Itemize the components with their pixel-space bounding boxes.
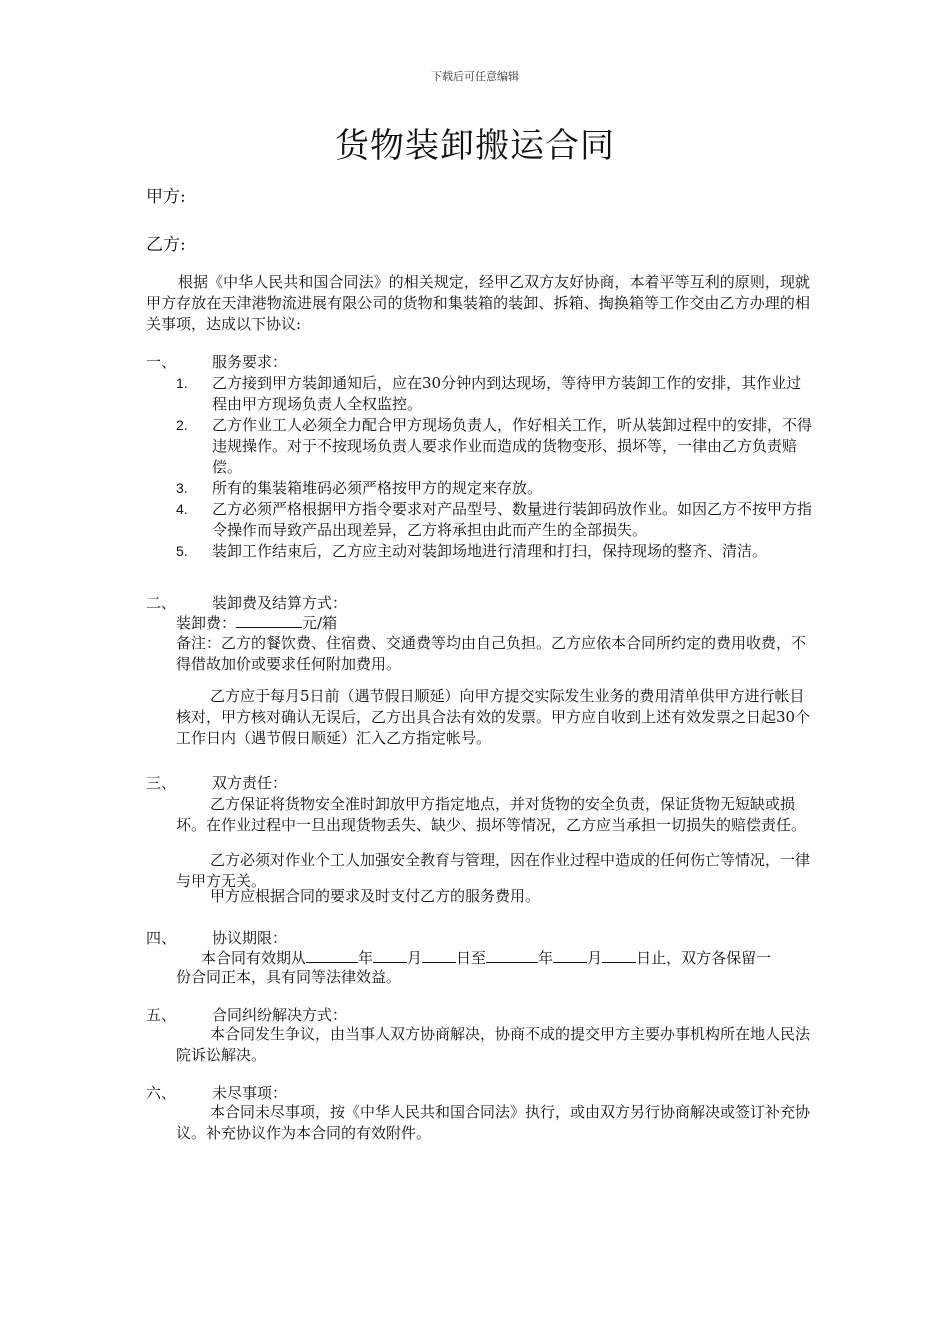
party-a-label: 甲方: bbox=[146, 187, 186, 207]
list-item-text: 乙方作业工人必须全力配合甲方现场负责人，作好相关工作，听从装卸过程中的安排，不得违规操作。对于不按现场负责人要求作业而造成的货物变形、损坏等，一律由乙方负责赔偿。 bbox=[212, 416, 813, 476]
list-item-text: 乙方必须严格根据甲方指令要求对产品型号、数量进行装卸码放作业。如因乙方不按甲方指令操作而导致产品出现差异，乙方将承担由此而产生的全部损失。 bbox=[212, 500, 813, 539]
year-label: 年 bbox=[538, 949, 554, 967]
end-day-blank bbox=[602, 947, 636, 963]
list-item-text: 装卸工作结束后，乙方应主动对装卸场地进行清理和打扫，保持现场的整齐、清洁。 bbox=[212, 542, 768, 560]
term-line-2: 份合同正本，具有同等法律效益。 bbox=[176, 968, 402, 986]
intro-paragraph: 根据《中华人民共和国合同法》的相关规定，经甲乙双方友好协商，本着平等互利的原则，现就甲方存放在天津港物流进展有限公司的货物和集装箱的装卸、拆箱、掏换箱等工作交由乙方办理的相关事项，达成以下协议: bbox=[146, 273, 810, 333]
settlement-paragraph: 乙方应于每月5日前（遇节假日顺延）向甲方提交实际发生业务的费用清单供甲方进行帐目核对，甲方核对确认无误后，乙方出具合法有效的发票。甲方应自收到上述有效发票之日起30个工作日内（遇节假日顺延）汇入乙方指定帐号。 bbox=[176, 687, 811, 747]
list-item-number: 5. bbox=[176, 543, 188, 559]
section-1-title: 服务要求： bbox=[212, 353, 288, 371]
list-item-text: 乙方接到甲方装卸通知后，应在30分钟内到达现场，等待甲方装卸工作的安排，其作业过程由甲方现场负责人全权监控。 bbox=[212, 374, 802, 413]
section-5-title: 合同纠纷解决方式： bbox=[212, 1006, 348, 1024]
term-text-end: 日止，双方各保留一 bbox=[636, 949, 772, 967]
list-item bbox=[176, 478, 816, 499]
responsibility-paragraph-1: 乙方保证将货物安全准时卸放甲方指定地点，并对货物的安全负责，保证货物无短缺或损坏。在作业过程中一旦出现货物丢失、缺少、损坏等情况，乙方应当承担一切损失的赔偿责任。 bbox=[176, 795, 807, 834]
other-matters-paragraph: 本合同未尽事项，按《中华人民共和国合同法》执行，或由双方另行协商解决或签订补充协议。补充协议作为本合同的有效附件。 bbox=[176, 1103, 811, 1142]
list-item-number: 1. bbox=[176, 375, 188, 391]
term-line bbox=[201, 947, 821, 969]
responsibility-paragraph-2: 乙方必须对作业个工人加强安全教育与管理，因在作业过程中造成的任何伤亡等情况，一律与甲方无关。 bbox=[176, 851, 811, 890]
responsibility-paragraph-3: 甲方应根据合同的要求及时支付乙方的服务费用。 bbox=[210, 887, 541, 905]
end-month-blank bbox=[553, 947, 587, 963]
section-4-number: 四、 bbox=[146, 929, 177, 947]
list-item bbox=[176, 415, 816, 478]
fee-unit: 元/箱 bbox=[302, 614, 338, 632]
day-to-label: 日至 bbox=[456, 949, 487, 967]
section-2-title: 装卸费及结算方式： bbox=[212, 594, 348, 612]
list-item-text: 所有的集装箱堆码必须严格按甲方的规定来存放。 bbox=[212, 479, 543, 497]
fee-label: 装卸费： bbox=[176, 614, 237, 632]
start-day-blank bbox=[422, 947, 456, 963]
section-3-heading bbox=[146, 773, 287, 794]
section-4-title: 协议期限： bbox=[212, 929, 288, 947]
section-4-heading bbox=[146, 928, 287, 949]
header-note: 下载后可任意编辑 bbox=[431, 70, 519, 83]
list-item-number: 2. bbox=[176, 417, 188, 433]
section-2-heading bbox=[146, 593, 347, 614]
service-requirements-list bbox=[176, 373, 816, 562]
document-title: 货物装卸搬运合同 bbox=[335, 126, 615, 166]
section-1-heading bbox=[146, 352, 287, 373]
term-text-start: 本合同有效期从 bbox=[201, 949, 307, 967]
month-label: 月 bbox=[587, 949, 603, 967]
section-2-number: 二、 bbox=[146, 594, 177, 612]
section-6-number: 六、 bbox=[146, 1084, 177, 1102]
fee-line bbox=[176, 612, 812, 634]
month-label: 月 bbox=[407, 949, 423, 967]
year-label: 年 bbox=[358, 949, 374, 967]
list-item bbox=[176, 373, 816, 415]
section-5-number: 五、 bbox=[146, 1006, 177, 1024]
end-year-blank bbox=[486, 947, 538, 963]
start-month-blank bbox=[373, 947, 407, 963]
fee-blank bbox=[236, 612, 302, 628]
list-item-number: 4. bbox=[176, 501, 188, 517]
section-1-number: 一、 bbox=[146, 353, 177, 371]
list-item bbox=[176, 541, 816, 562]
section-5-heading bbox=[146, 1005, 347, 1026]
party-b-label: 乙方: bbox=[146, 235, 186, 255]
section-3-title: 双方责任： bbox=[212, 774, 288, 792]
section-6-heading bbox=[146, 1083, 287, 1104]
list-item bbox=[176, 499, 816, 541]
section-6-title: 未尽事项： bbox=[212, 1084, 288, 1102]
start-year-blank bbox=[306, 947, 358, 963]
list-item-number: 3. bbox=[176, 480, 188, 496]
section-3-number: 三、 bbox=[146, 774, 177, 792]
dispute-paragraph: 本合同发生争议，由当事人双方协商解决，协商不成的提交甲方主要办事机构所在地人民法院诉讼解决。 bbox=[176, 1025, 811, 1064]
fee-note: 备注：乙方的餐饮费、住宿费、交通费等均由自己负担。乙方应依本合同所约定的费用收费，不得借故加价或要求任何附加费用。 bbox=[176, 634, 807, 673]
